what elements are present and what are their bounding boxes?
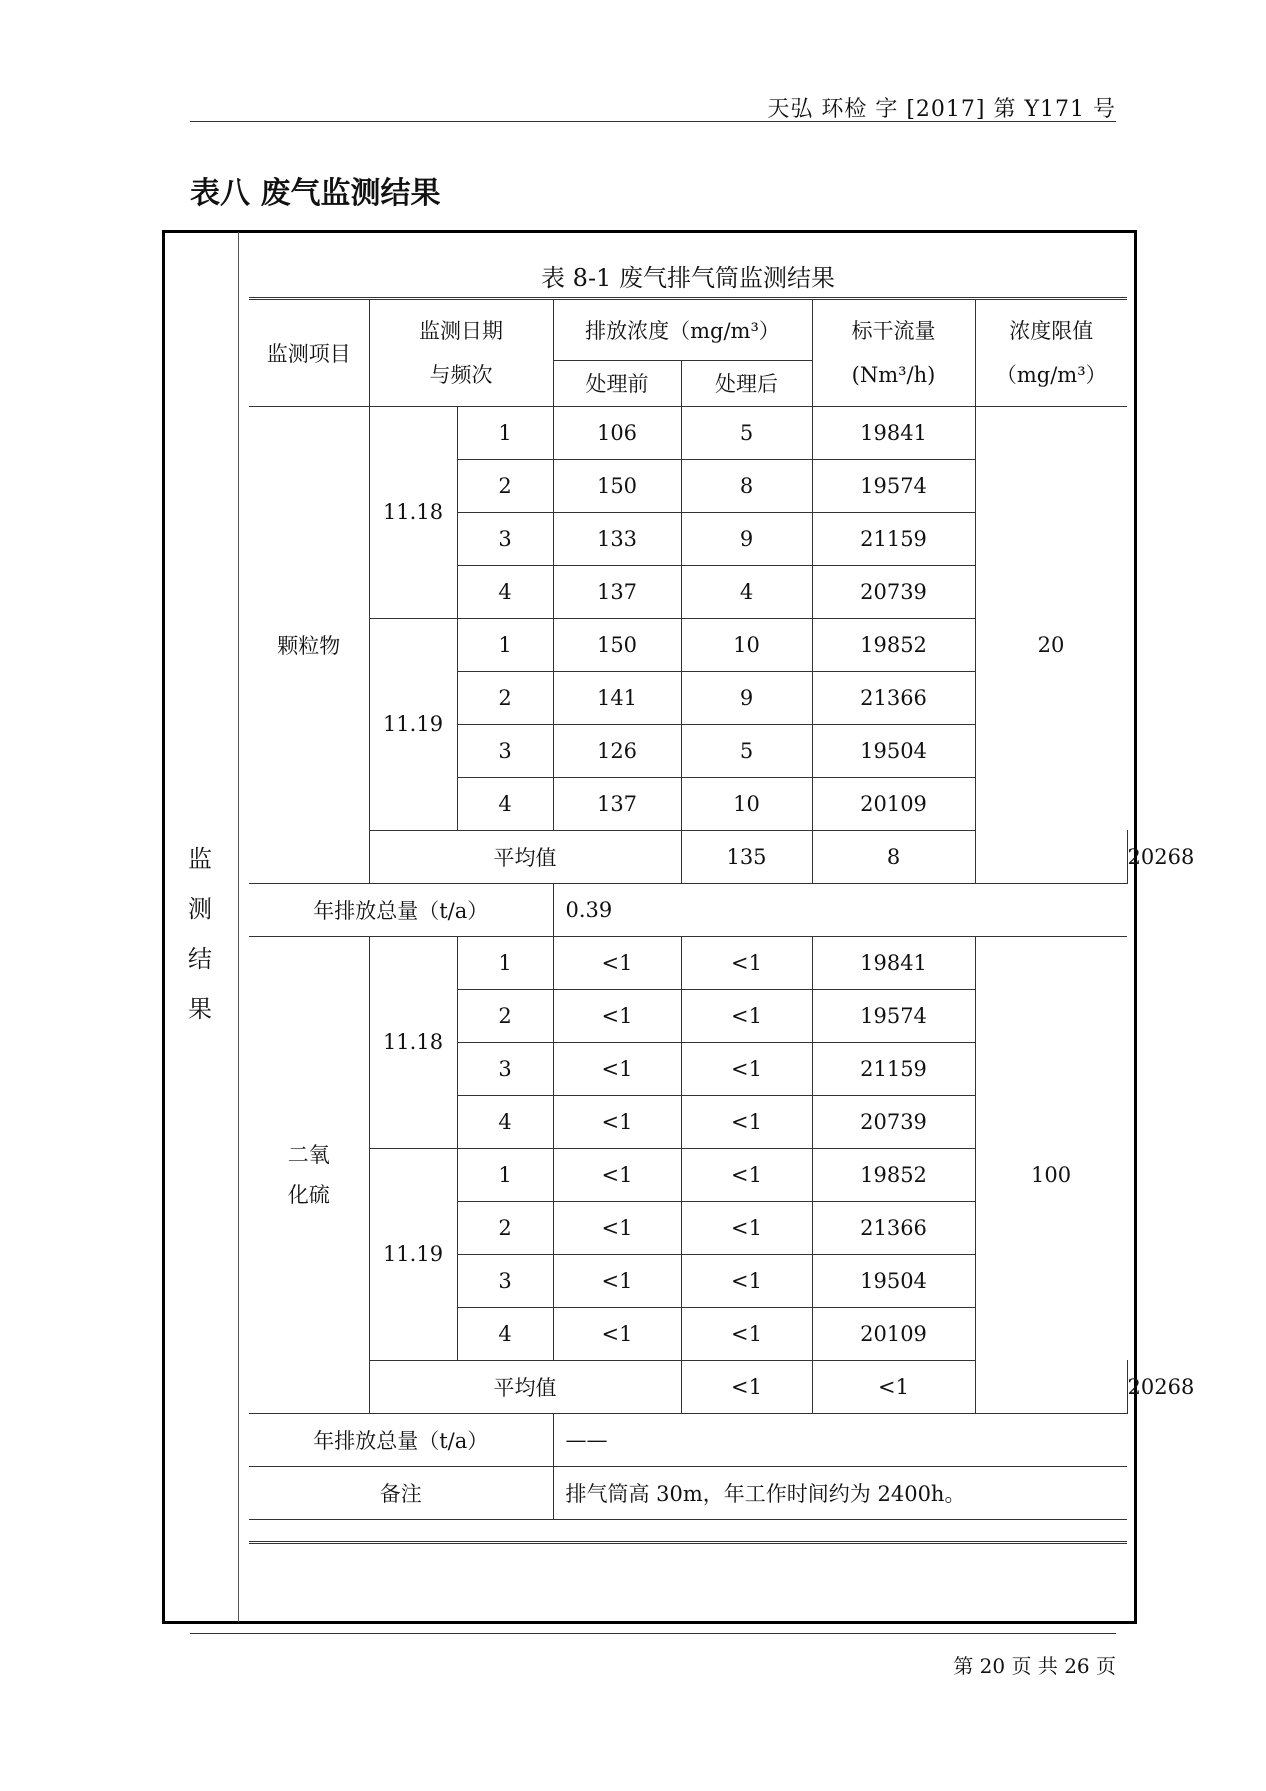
- after-value-cell: 10: [681, 777, 812, 830]
- date-cell: 11.19: [369, 618, 457, 830]
- flow-value-cell: 20739: [812, 565, 975, 618]
- frequency-cell: 1: [457, 1148, 553, 1201]
- remarks-label: 备注: [249, 1466, 553, 1519]
- after-value-cell: <1: [681, 1201, 812, 1254]
- header-date-line1: 监测日期: [419, 318, 503, 343]
- before-value-cell: <1: [553, 936, 681, 989]
- average-row: 平均值 135 8 20268: [249, 830, 1127, 883]
- table-bottom-rule: [249, 1541, 1127, 1544]
- header-item: 监测项目: [249, 300, 369, 406]
- frequency-cell: 3: [457, 1254, 553, 1307]
- after-value-cell: <1: [681, 936, 812, 989]
- header-row: [249, 300, 1127, 360]
- side-label-char: 果: [188, 995, 212, 1023]
- flow-value-cell: 20109: [812, 777, 975, 830]
- before-value-cell: <1: [553, 1148, 681, 1201]
- remarks-value: 排气筒高 30m，年工作时间约为 2400h。: [553, 1466, 1127, 1519]
- remarks-row: [249, 1466, 1127, 1519]
- date-cell: 11.18: [369, 406, 457, 618]
- frequency-cell: 4: [457, 1307, 553, 1360]
- header-flow: [812, 300, 975, 406]
- flow-value-cell: 21159: [812, 1042, 975, 1095]
- page-number: 第 20 页 共 26 页: [953, 1654, 1116, 1678]
- after-value-cell: 9: [681, 512, 812, 565]
- side-label: [180, 834, 220, 1034]
- flow-value-cell: 20739: [812, 1095, 975, 1148]
- frequency-cell: 3: [457, 1042, 553, 1095]
- table-caption: 表 8-1 废气排气筒监测结果: [541, 264, 835, 292]
- report-number: 天弘 环检 字 [2017] 第 Y171 号: [767, 97, 1116, 122]
- average-before: <1: [681, 1360, 812, 1413]
- frequency-cell: 2: [457, 459, 553, 512]
- after-value-cell: <1: [681, 1254, 812, 1307]
- annual-row: [249, 1413, 1127, 1466]
- flow-value-cell: 21366: [812, 671, 975, 724]
- side-label-char: 结: [188, 945, 212, 973]
- table-row: [249, 936, 1127, 989]
- before-value-cell: <1: [553, 1095, 681, 1148]
- average-before: 135: [681, 830, 812, 883]
- before-value-cell: 137: [553, 565, 681, 618]
- flow-value-cell: 20109: [812, 1307, 975, 1360]
- before-value-cell: 141: [553, 671, 681, 724]
- header-limit-line1: 浓度限值: [1009, 318, 1094, 343]
- flow-value-cell: 21366: [812, 1201, 975, 1254]
- before-value-cell: 133: [553, 512, 681, 565]
- frequency-cell: 1: [457, 936, 553, 989]
- before-value-cell: <1: [553, 1042, 681, 1095]
- header-concentration: 排放浓度（mg/m³）: [553, 300, 812, 360]
- before-value-cell: 150: [553, 459, 681, 512]
- after-value-cell: <1: [681, 1307, 812, 1360]
- before-value-cell: 126: [553, 724, 681, 777]
- limit-cell: 100: [975, 936, 1127, 1413]
- after-value-cell: <1: [681, 1042, 812, 1095]
- flow-value-cell: 19852: [812, 1148, 975, 1201]
- frequency-cell: 3: [457, 724, 553, 777]
- footer-rule: [190, 1633, 1116, 1634]
- header-limit-line2: （mg/m³）: [995, 362, 1107, 387]
- before-value-cell: 150: [553, 618, 681, 671]
- before-value-cell: <1: [553, 989, 681, 1042]
- flow-value-cell: 21159: [812, 512, 975, 565]
- average-label: 平均值: [369, 830, 681, 883]
- header-flow-line2: (Nm³/h): [851, 362, 936, 387]
- flow-value-cell: 19504: [812, 724, 975, 777]
- frequency-cell: 4: [457, 565, 553, 618]
- after-value-cell: 5: [681, 724, 812, 777]
- frequency-cell: 1: [457, 406, 553, 459]
- header-after: 处理后: [681, 360, 812, 406]
- average-after: <1: [812, 1360, 975, 1413]
- limit-cell: 20: [975, 406, 1127, 883]
- average-after: 8: [812, 830, 975, 883]
- frequency-cell: 4: [457, 777, 553, 830]
- frequency-cell: 2: [457, 671, 553, 724]
- so2-item-cell: [249, 936, 369, 1413]
- before-value-cell: <1: [553, 1201, 681, 1254]
- flow-value-cell: 19841: [812, 936, 975, 989]
- annual-row: [249, 883, 1127, 936]
- after-value-cell: 9: [681, 671, 812, 724]
- section-title: 表八 废气监测结果: [190, 176, 441, 211]
- before-value-cell: <1: [553, 1307, 681, 1360]
- annual-value: ——: [553, 1413, 1127, 1466]
- flow-value-cell: 19852: [812, 618, 975, 671]
- side-label-char: 监: [188, 845, 212, 873]
- annual-label: 年排放总量（t/a）: [249, 883, 553, 936]
- so2-item-line: 化硫: [287, 1182, 330, 1207]
- flow-value-cell: 19504: [812, 1254, 975, 1307]
- left-column-divider: [238, 232, 239, 1622]
- before-value-cell: 137: [553, 777, 681, 830]
- date-cell: 11.19: [369, 1148, 457, 1360]
- header-date-line2: 与频次: [429, 362, 493, 387]
- header-limit: [975, 300, 1127, 406]
- header-flow-line1: 标干流量: [851, 318, 936, 343]
- after-value-cell: <1: [681, 1095, 812, 1148]
- flow-value-cell: 19574: [812, 459, 975, 512]
- frequency-cell: 4: [457, 1095, 553, 1148]
- after-value-cell: 5: [681, 406, 812, 459]
- after-value-cell: <1: [681, 1148, 812, 1201]
- header-before: 处理前: [553, 360, 681, 406]
- after-value-cell: 4: [681, 565, 812, 618]
- average-row: 平均值 <1 <1 20268: [249, 1360, 1127, 1413]
- before-value-cell: 106: [553, 406, 681, 459]
- so2-item-line: 二氧: [287, 1142, 330, 1167]
- monitoring-table: [249, 300, 1195, 1520]
- annual-value: 0.39: [553, 883, 1127, 936]
- after-value-cell: 10: [681, 618, 812, 671]
- frequency-cell: 2: [457, 1201, 553, 1254]
- flow-value-cell: 19841: [812, 406, 975, 459]
- header-date-freq: [369, 300, 553, 406]
- annual-label: 年排放总量（t/a）: [249, 1413, 553, 1466]
- side-label-char: 测: [188, 895, 212, 923]
- after-value-cell: <1: [681, 989, 812, 1042]
- flow-value-cell: 19574: [812, 989, 975, 1042]
- frequency-cell: 3: [457, 512, 553, 565]
- table-row: [249, 406, 1127, 459]
- after-value-cell: 8: [681, 459, 812, 512]
- header-rule: [190, 121, 1116, 122]
- frequency-cell: 2: [457, 989, 553, 1042]
- particulate-item-cell: 颗粒物: [249, 406, 369, 883]
- frequency-cell: 1: [457, 618, 553, 671]
- date-cell: 11.18: [369, 936, 457, 1148]
- before-value-cell: <1: [553, 1254, 681, 1307]
- average-label: 平均值: [369, 1360, 681, 1413]
